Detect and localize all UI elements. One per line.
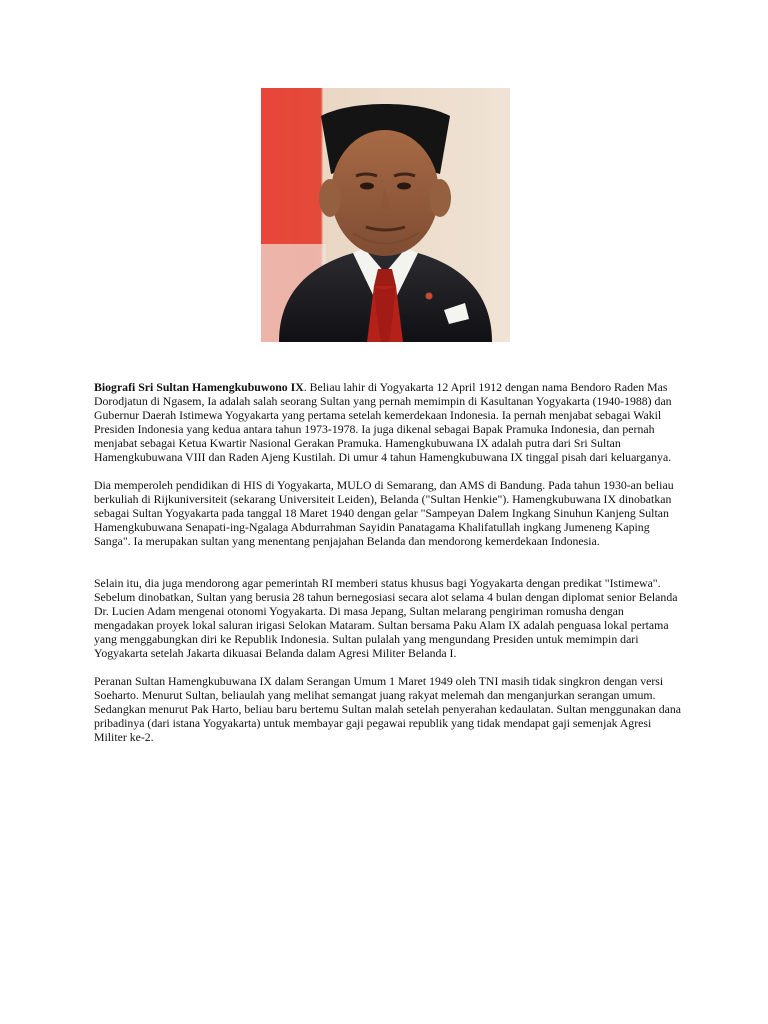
article-paragraph-1 [94,380,684,464]
article-body [94,380,684,744]
portrait-image [261,88,510,342]
article-paragraph-4: Peranan Sultan Hamengkubuwana IX dalam Serangan Umum 1 Maret 1949 oleh TNI masih tidak singkron dengan versi Soeharto. Menurut Sultan, beliaulah yang melihat semangat juang rakyat melemah dan menganjurkan serangan umum. Sedangkan menurut Pak Harto, beliau baru bertemu Sultan malah setelah penyerahan kedaulatan. Sultan menggunakan dana pribadinya (dari istana Yogyakarta) untuk membayar gaji pegawai republik yang tidak mendapat gaji semenjak Agresi Militer ke-2. [94,674,682,744]
article-paragraph-3: Selain itu, dia juga mendorong agar pemerintah RI memberi status khusus bagi Yogyakarta dengan predikat "Istimewa". Sebelum dinobatkan, Sultan yang berusia 28 tahun bernegosiasi secara alot selama 4 bulan dengan diplomat senior Belanda Dr. Lucien Adam mengenai otonomi Yogyakarta. Di masa Jepang, Sultan melarang pengiriman romusha dengan mengadakan proyek lokal saluran irigasi Selokan Mataram. Sultan bersama Paku Alam IX adalah penguasa lokal pertama yang menggabungkan diri ke Republik Indonesia. Sultan pulalah yang mengundang Presiden untuk memimpin dari Yogyakarta setelah Jakarta dikuasai Belanda dalam Agresi Militer Belanda I. [94,576,678,660]
article-paragraph-2: Dia memperoleh pendidikan di HIS di Yogyakarta, MULO di Semarang, dan AMS di Bandung. Pada tahun 1930-an beliau berkuliah di Rijkuniversiteit (sekarang Universiteit Leiden), Belanda ("Sultan Henkie"). Hamengkubuwana IX dinobatkan sebagai Sultan Yogyakarta pada tanggal 18 Maret 1940 dengan gelar "Sampeyan Dalem Ingkang Sinuhun Kanjeng Sultan Hamengkubuwana Senapati-ing-Ngalaga Abdurrahman Sayidin Panatagama Khalifatullah ingkang Jumeneng Kaping Sanga". Ia merupakan sultan yang menentang penjajahan Belanda dan mendorong kemerdekaan Indonesia. [94,478,674,548]
article-lead-title: Biografi Sri Sultan Hamengkubuwono IX [94,380,304,394]
article-paragraph-1-text: . Beliau lahir di Yogyakarta 12 April 1912 dengan nama Bendoro Raden Mas Dorodjatun di Ngasem, Ia adalah salah seorang Sultan yang pernah memimpin di Kasultanan Yogyakarta (1940-1988) dan Gubernur Daerah Istimewa Yogyakarta yang pertama setelah kemerdekaan Indonesia. Ia pernah menjabat sebagai Wakil Presiden Indonesia yang kedua antara tahun 1973-1978. Ia juga dikenal sebagai Bapak Pramuka Indonesia, dan pernah menjabat sebagai Ketua Kwartir Nasional Gerakan Pramuka. Hamengkubuwana IX adalah putra dari Sri Sultan Hamengkubuwana VIII dan Raden Ajeng Kustilah. Di umur 4 tahun Hamengkubuwana IX tinggal pisah dari keluarganya. [94,380,672,464]
